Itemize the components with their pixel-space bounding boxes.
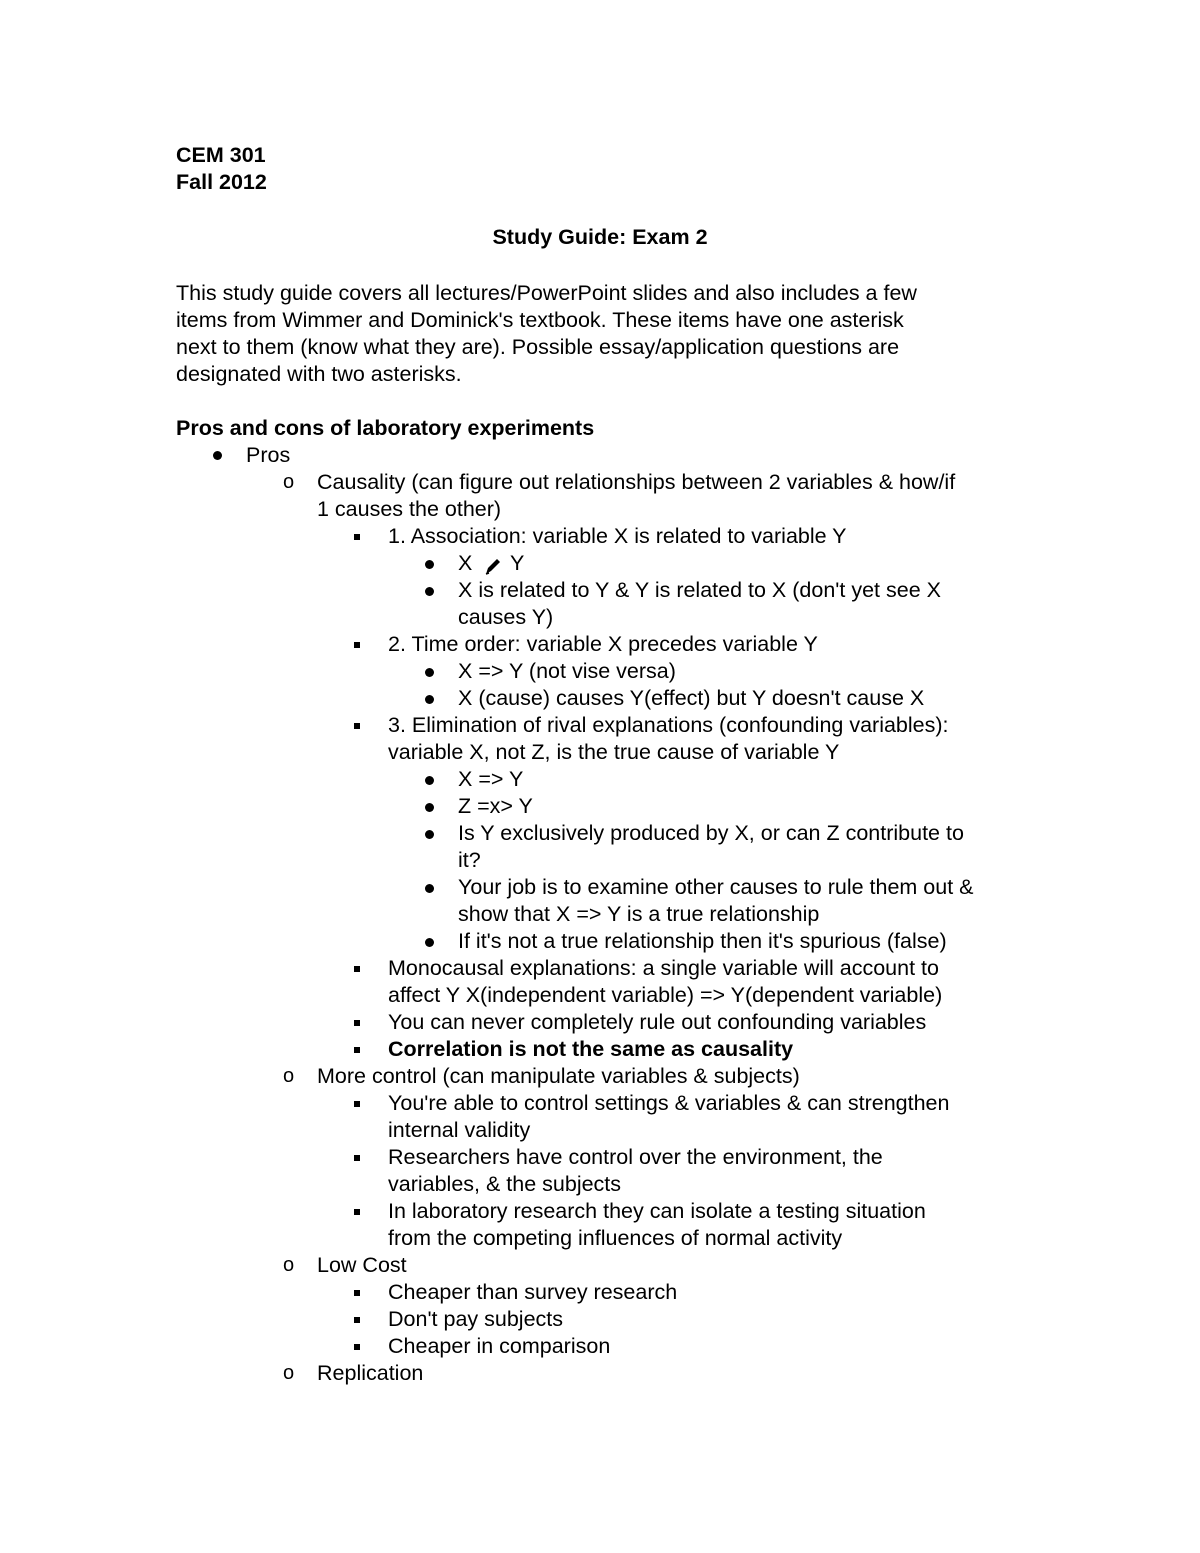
outline-monocausal: affect Y X(independent variable) => Y(dependent variable): [388, 983, 943, 1007]
bullet-square-icon: [354, 723, 360, 729]
bullet-square-icon: [354, 1155, 360, 1161]
elim-item: Z =x> Y: [458, 794, 533, 818]
document-title: Study Guide: Exam 2: [492, 225, 708, 249]
outline-monocausal: Monocausal explanations: a single variable will account to: [388, 956, 939, 980]
intro-line: next to them (know what they are). Possible essay/application questions are: [176, 335, 900, 359]
control-item: variables, & the subjects: [388, 1172, 622, 1196]
control-item: In laboratory research they can isolate a testing situation: [388, 1199, 926, 1223]
assoc-y: Y: [510, 551, 525, 575]
elim-item: If it's not a true relationship then it's spurious (false): [458, 929, 947, 953]
outline-association: 1. Association: variable X is related to variable Y: [388, 524, 847, 548]
cost-item: Cheaper in comparison: [388, 1334, 611, 1358]
bullet-circle-icon: o: [283, 1254, 295, 1276]
outline-causality: 1 causes the other): [317, 497, 502, 521]
course-code: CEM 301: [176, 143, 266, 167]
control-item: from the competing influences of normal activity: [388, 1226, 843, 1250]
course-term: Fall 2012: [176, 170, 267, 194]
bullet-disc-icon: [425, 830, 434, 839]
bullet-disc-icon: [425, 776, 434, 785]
bullet-circle-icon: o: [283, 1362, 295, 1384]
outline-low-cost: Low Cost: [317, 1253, 407, 1277]
bullet-disc-icon: [425, 668, 434, 677]
bullet-disc-icon: [213, 451, 222, 460]
intro-line: designated with two asterisks.: [176, 362, 462, 386]
bullet-square-icon: [354, 1020, 360, 1026]
control-item: internal validity: [388, 1118, 531, 1142]
outline-more-control: More control (can manipulate variables & subjects): [317, 1064, 800, 1088]
elim-item: Your job is to examine other causes to rule them out &: [458, 875, 974, 899]
pen-icon: [483, 556, 503, 576]
outline-time-order: 2. Time order: variable X precedes variable Y: [388, 632, 818, 656]
bullet-circle-icon: o: [283, 1065, 295, 1087]
assoc-x: X: [458, 551, 473, 575]
time-item: X => Y (not vise versa): [458, 659, 676, 683]
cost-item: Don't pay subjects: [388, 1307, 564, 1331]
bullet-disc-icon: [425, 938, 434, 947]
bullet-square-icon: [354, 642, 360, 648]
bullet-square-icon: [354, 1344, 360, 1350]
outline-elimination: 3. Elimination of rival explanations (confounding variables):: [388, 713, 949, 737]
bullet-disc-icon: [425, 803, 434, 812]
assoc-detail: causes Y): [458, 605, 554, 629]
bullet-square-icon: [354, 1290, 360, 1296]
outline-correlation: Correlation is not the same as causality: [388, 1037, 794, 1061]
outline-causality: Causality (can figure out relationships between 2 variables & how/if: [317, 470, 956, 494]
elim-item: it?: [458, 848, 481, 872]
bullet-disc-icon: [425, 560, 434, 569]
outline-elimination: variable X, not Z, is the true cause of variable Y: [388, 740, 840, 764]
bullet-square-icon: [354, 1209, 360, 1215]
outline-never-rule-out: You can never completely rule out confounding variables: [388, 1010, 927, 1034]
control-item: Researchers have control over the environment, the: [388, 1145, 883, 1169]
bullet-square-icon: [354, 966, 360, 972]
intro-line: items from Wimmer and Dominick's textbook. These items have one asterisk: [176, 308, 904, 332]
elim-item: X => Y: [458, 767, 524, 791]
bullet-disc-icon: [425, 587, 434, 596]
bullet-disc-icon: [425, 695, 434, 704]
outline-replication: Replication: [317, 1361, 424, 1385]
bullet-square-icon: [354, 1317, 360, 1323]
bullet-square-icon: [354, 1101, 360, 1107]
bullet-disc-icon: [425, 884, 434, 893]
cost-item: Cheaper than survey research: [388, 1280, 678, 1304]
time-item: X (cause) causes Y(effect) but Y doesn't cause X: [458, 686, 925, 710]
bullet-square-icon: [354, 1047, 360, 1053]
elim-item: Is Y exclusively produced by X, or can Z contribute to: [458, 821, 964, 845]
elim-item: show that X => Y is a true relationship: [458, 902, 820, 926]
bullet-circle-icon: o: [283, 471, 295, 493]
section-heading: Pros and cons of laboratory experiments: [176, 416, 595, 440]
assoc-detail: X is related to Y & Y is related to X (don't yet see X: [458, 578, 941, 602]
bullet-square-icon: [354, 534, 360, 540]
control-item: You're able to control settings & variables & can strengthen: [388, 1091, 950, 1115]
outline-pros: Pros: [246, 443, 291, 467]
intro-line: This study guide covers all lectures/PowerPoint slides and also includes a few: [176, 281, 917, 305]
